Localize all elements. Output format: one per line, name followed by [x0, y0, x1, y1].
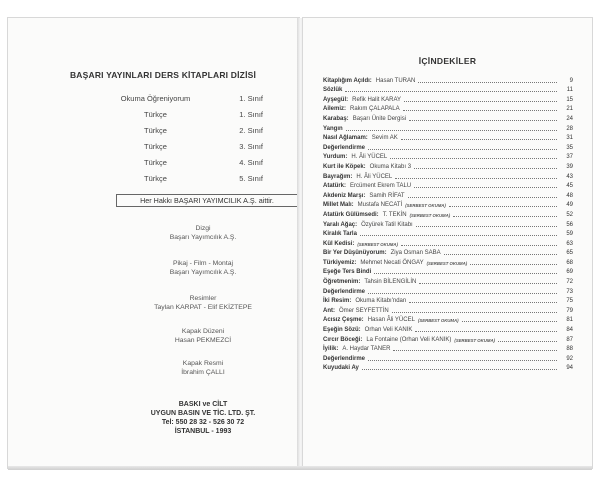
credit-name: Başarı Yayımcılık A.Ş.: [169, 269, 237, 276]
toc-entry: [323, 199, 573, 209]
credit-block: [103, 224, 303, 242]
toc-entry-page: 65: [566, 250, 573, 257]
toc-entry-note: (SERBEST OKUMA): [454, 337, 495, 343]
toc-entry-title: Bir Yer Düşünüyorum:: [323, 250, 387, 257]
toc-entry: [323, 256, 573, 266]
toc-entry-author: Rakım ÇALAPALA: [350, 106, 400, 113]
toc-entry-page: 37: [566, 154, 573, 161]
toc-entry-author: Tahsin BİLENGİLİN: [364, 279, 417, 286]
toc-entry-page: 68: [566, 259, 573, 266]
toc-entry-author: Mehmet Necati ÖNGAY: [360, 259, 424, 266]
toc-leader-dots: [409, 119, 557, 121]
credit-block: [103, 294, 303, 312]
book-list-item: [108, 106, 288, 122]
toc-entry: [323, 74, 573, 84]
toc-leader-dots: [368, 148, 557, 150]
toc-entry: [323, 141, 573, 151]
toc-entry-author: Sevim AK: [371, 135, 398, 142]
toc-entry-author: La Fontaine (Orhan Veli KANIK): [366, 336, 452, 343]
toc-entry-page: 48: [566, 192, 573, 199]
toc-entry-page: 69: [566, 269, 573, 276]
toc-entry-note: (SERBEST OKUMA): [357, 241, 398, 247]
toc-leader-dots: [393, 349, 557, 351]
toc-entry: [323, 275, 573, 285]
toc-entry: [323, 151, 573, 161]
toc-entry-author: Mustafa NECATİ: [357, 202, 403, 209]
book-subject: Türkçe: [144, 125, 167, 135]
toc-leader-dots: [453, 215, 557, 217]
toc-entry-page: 87: [566, 336, 573, 343]
toc-entry: [323, 333, 573, 343]
toc-entry-page: 24: [566, 115, 573, 122]
book-grade: 1. Sınıf: [239, 93, 263, 103]
toc-entry-author: H. Âli YÜCEL: [356, 173, 393, 180]
toc-entry: [323, 103, 573, 113]
toc-entry-page: 59: [566, 231, 573, 238]
toc-entry-title: Türkiyemiz:: [323, 259, 357, 266]
credit-role: Kapak Resmi: [182, 360, 224, 367]
toc-leader-dots: [462, 320, 557, 322]
book-subject: Türkçe: [144, 173, 167, 183]
toc-entry-page: 63: [566, 240, 573, 247]
toc-entry-page: 52: [566, 211, 573, 218]
toc-leader-dots: [392, 311, 557, 313]
toc-entry-title: Değerlendirme: [323, 144, 366, 151]
toc-entry: [323, 122, 573, 132]
toc-entry-title: Kitaplığım Açıldı:: [323, 77, 372, 84]
toc-entry-title: İki Resim:: [323, 298, 352, 305]
toc-leader-dots: [470, 263, 557, 265]
toc-entry-note: (SERBEST OKUMA): [417, 318, 459, 324]
toc-entry-page: 84: [566, 327, 573, 334]
book-grade: 4. Sınıf: [239, 157, 263, 167]
toc-entry-title: Atatürk:: [323, 183, 347, 190]
toc-leader-dots: [498, 340, 557, 342]
credit-name: Başarı Yayımcılık A.Ş.: [169, 234, 237, 241]
toc-entry-title: Sözlük: [323, 87, 343, 94]
toc-entry-page: 73: [566, 288, 573, 295]
book-grade: 2. Sınıf: [239, 125, 263, 135]
toc-entry-title: Millet Malı:: [323, 202, 354, 209]
book-subject: Türkçe: [144, 109, 167, 119]
toc-entry-page: 39: [566, 163, 573, 170]
credit-name: Taylan KARPAT - Elif EKİZTEPE: [154, 304, 252, 311]
press-line: Tel: 550 28 32 - 526 30 72: [161, 419, 245, 426]
toc-entry: [323, 189, 573, 199]
toc-leader-dots: [416, 225, 557, 227]
toc-entry-title: Kül Kedisi:: [323, 240, 355, 247]
book-subject: Türkçe: [144, 157, 167, 167]
toc-entry-title: Öğretmenim:: [323, 279, 361, 286]
toc-entry-author: T. TEKİN: [382, 211, 407, 218]
toc-entry-author: Ziya Osman SABA: [390, 250, 441, 257]
toc-entry-page: 35: [566, 144, 573, 151]
toc-entry-author: Samih RİFAT: [369, 192, 405, 199]
toc-entry-page: 9: [569, 77, 573, 84]
toc-entry: [323, 93, 573, 103]
toc-entry-title: Yaralı Ağaç:: [323, 221, 358, 228]
toc-entry-page: 56: [566, 221, 573, 228]
toc-leader-dots: [401, 244, 557, 246]
toc-entry-title: Yurdum:: [323, 154, 348, 161]
toc-entry: [323, 112, 573, 122]
toc-leader-dots: [414, 167, 557, 169]
toc-entry-page: 79: [566, 307, 573, 314]
book-grade: 3. Sınıf: [239, 141, 263, 151]
toc-leader-dots: [408, 196, 557, 198]
toc-entry-title: Kurt ile Köpek:: [323, 163, 366, 170]
toc-entry-page: 15: [566, 96, 573, 103]
toc-entry-title: Kiralık Tarla: [323, 231, 357, 238]
toc-title: İÇİNDEKİLER: [418, 56, 477, 66]
credit-block: [103, 327, 303, 345]
toc-entry-author: Hasan Âli YÜCEL: [367, 317, 415, 324]
toc-entry: [323, 132, 573, 142]
series-title: BAŞARI YAYINLARI DERS KİTAPLARI DİZİSİ: [69, 70, 257, 80]
toc-entry-page: 94: [566, 365, 573, 372]
toc-leader-dots: [444, 253, 557, 255]
toc-leader-dots: [409, 301, 557, 303]
credit-role: Pikaj - Film - Montaj: [172, 260, 234, 267]
toc-leader-dots: [449, 205, 557, 207]
toc-entry-title: Akdeniz Marşı:: [323, 192, 366, 199]
toc-entry: [323, 352, 573, 362]
toc-entry-title: Değerlendirme: [323, 288, 366, 295]
toc-leader-dots: [368, 359, 557, 361]
book-list-item: [108, 138, 288, 154]
toc-leader-dots: [401, 138, 557, 140]
toc-entry-title: Karabaş:: [323, 115, 349, 122]
toc-entry: [323, 295, 573, 305]
toc-entry-title: Acısız Çeşme:: [323, 317, 364, 324]
toc-entry-title: Cırcır Böceği:: [323, 336, 363, 343]
open-book: [8, 18, 592, 470]
toc-entry-title: Eşeğe Ters Bindi: [323, 269, 372, 276]
credit-block: [103, 359, 303, 377]
toc-entry-title: Atatürk Gülümsedi:: [323, 211, 379, 218]
toc-entry: [323, 218, 573, 228]
toc-entry-page: 45: [566, 183, 573, 190]
press-info: [103, 400, 303, 436]
toc-entry-page: 11: [566, 87, 573, 94]
toc-leader-dots: [419, 282, 557, 284]
toc-leader-dots: [390, 157, 557, 159]
toc-entry-author: Başarı Ünite Dergisi: [352, 115, 407, 122]
toc-entry: [323, 228, 573, 238]
toc-entry-note: (SERBEST OKUMA): [426, 260, 468, 266]
toc-entry-page: 31: [566, 135, 573, 142]
toc-leader-dots: [415, 330, 557, 332]
toc-entry-author: H. Âli YÜCEL: [351, 154, 388, 161]
toc-entry-author: Refik Halit KARAY: [352, 96, 402, 103]
toc-entry: [323, 180, 573, 190]
toc-entry-title: Bayrağım:: [323, 173, 353, 180]
toc-leader-dots: [374, 272, 557, 274]
toc-entry-page: 88: [566, 346, 573, 353]
toc-entry-author: Okuma Kitabı'ndan: [355, 298, 407, 305]
credit-role: Kapak Düzeni: [181, 328, 225, 335]
toc-entry-author: Orhan Veli KANIK: [364, 327, 413, 334]
toc-leader-dots: [395, 177, 557, 179]
book-grade: 5. Sınıf: [239, 173, 263, 183]
press-line: UYGUN BASIN VE TİC. LTD. ŞT.: [150, 410, 256, 417]
toc-leader-dots: [403, 109, 557, 111]
toc-entry: [323, 314, 573, 324]
toc-entry-page: 72: [566, 279, 573, 286]
toc-entry: [323, 285, 573, 295]
toc-entry-page: 43: [566, 173, 573, 180]
toc-entry-page: 49: [566, 202, 573, 209]
toc-entry-author: Okuma Kitabı 3: [369, 163, 412, 170]
book-list: [108, 90, 288, 186]
credit-name: İbrahim ÇALLI: [181, 369, 225, 376]
book-subject: Okuma Öğreniyorum: [120, 93, 191, 103]
toc-entry: [323, 84, 573, 94]
toc-entry-page: 21: [566, 106, 573, 113]
toc-entry-author: A. Haydar TANER: [342, 346, 391, 353]
toc-entry-title: Nasıl Ağlamam:: [323, 135, 368, 142]
toc-entry: [323, 266, 573, 276]
toc-leader-dots: [414, 186, 557, 188]
toc-entry-page: 75: [566, 298, 573, 305]
book-list-item: [108, 122, 288, 138]
table-of-contents: [323, 74, 573, 371]
toc-entry-author: Ömer SEYFETTİN: [339, 307, 389, 314]
left-page: [8, 18, 299, 468]
toc-entry-title: Ailemiz:: [323, 106, 347, 113]
toc-entry-title: İyilik:: [323, 346, 339, 353]
toc-leader-dots: [345, 90, 557, 92]
toc-entry-page: 81: [566, 317, 573, 324]
toc-entry-note: (SERBEST OKUMA): [409, 212, 451, 218]
toc-entry-author: Hasan TURAN: [375, 77, 416, 84]
toc-entry-author: Özyürek Tatil Kitabı: [361, 221, 413, 228]
toc-entry: [323, 343, 573, 353]
toc-entry: [323, 170, 573, 180]
book-subject: Türkçe: [144, 141, 167, 151]
press-line: İSTANBUL - 1993: [174, 428, 232, 435]
toc-entry-title: Değerlendirme: [323, 355, 366, 362]
right-page: [303, 18, 592, 468]
toc-entry-author: Ercüment Ekrem TALU: [350, 183, 412, 190]
toc-entry: [323, 304, 573, 314]
credit-name: Hasan PEKMEZCİ: [174, 337, 232, 344]
toc-entry-page: 92: [566, 355, 573, 362]
toc-entry-title: Ayşegül:: [323, 96, 349, 103]
toc-entry-title: Yangın: [323, 125, 343, 132]
book-list-item: [108, 154, 288, 170]
credit-role: Resimler: [189, 295, 217, 302]
toc-entry: [323, 237, 573, 247]
toc-entry: [323, 208, 573, 218]
toc-leader-dots: [346, 129, 557, 131]
toc-leader-dots: [418, 81, 557, 83]
book-grade: 1. Sınıf: [239, 109, 263, 119]
press-line: BASKI ve CİLT: [178, 401, 228, 408]
toc-entry-title: Kuyudaki Ay: [323, 365, 359, 372]
toc-entry-page: 28: [566, 125, 573, 132]
toc-entry: [323, 160, 573, 170]
rights-notice: Her Hakkı BAŞARI YAYIMCILIK A.Ş. aittir.: [116, 194, 298, 207]
toc-entry-note: (SERBEST OKUMA): [405, 203, 446, 209]
toc-leader-dots: [360, 234, 557, 236]
credit-role: Dizgi: [195, 225, 211, 232]
toc-leader-dots: [368, 292, 557, 294]
credit-block: [103, 259, 303, 277]
toc-entry: [323, 247, 573, 257]
toc-leader-dots: [404, 100, 557, 102]
book-list-item: [108, 170, 288, 186]
book-list-item: [108, 90, 288, 106]
toc-entry-title: Eşeğin Sözü:: [323, 327, 361, 334]
toc-entry: [323, 323, 573, 333]
toc-leader-dots: [362, 368, 557, 370]
toc-entry-title: Ant:: [323, 307, 335, 314]
page-edge: [8, 466, 592, 470]
toc-entry: [323, 362, 573, 372]
